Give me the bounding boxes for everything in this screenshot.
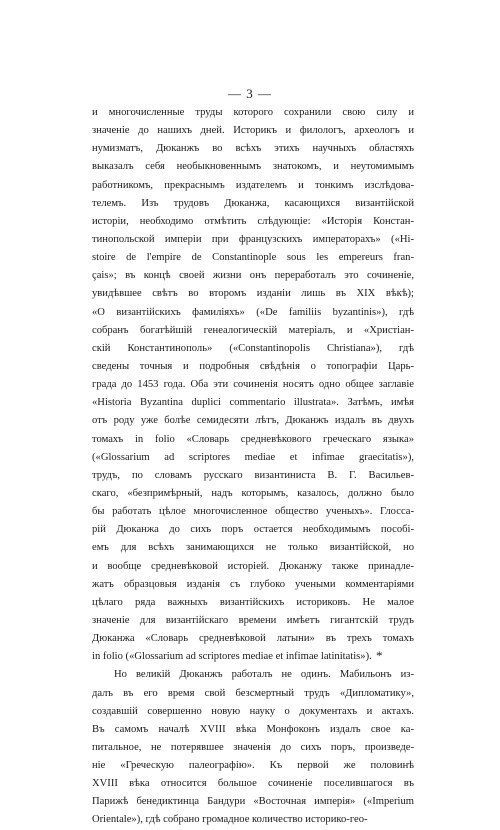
- text-line: тинопольской имперіи при французскихъ императорахъ» («Hi-: [92, 233, 414, 245]
- text-line: Но великій Дюканжъ работалъ не одинъ. Мабильонъ из-: [114, 669, 414, 681]
- text-line: исторіи, необходимо отмѣтить слѣдующіе: «Исторія Констан-: [92, 215, 414, 227]
- text-line: Парижѣ бенедиктинца Бандури «Восточная имперія» («Imperium: [92, 796, 414, 808]
- text-line: томахъ in folio «Словарь средневѣкового греческаго языка»: [92, 433, 414, 445]
- text-line: рій Дюканжа до сихъ поръ остается необходимымъ пособі-: [92, 524, 414, 536]
- text-line: Дюканжа «Словарь средневѣковой латыни» въ трехъ томахъ: [92, 633, 414, 645]
- text-line: çais»; въ концѣ своей жизни онъ переработалъ это сочиненіе,: [92, 270, 414, 282]
- text-line: бы работать цѣлое многочисленное общество ученыхъ». Глосса-: [92, 506, 414, 518]
- page-number: — 3 —: [228, 86, 272, 101]
- text-line: сведены точныя и подробныя свѣдѣнія о топографіи Царь-: [92, 360, 414, 372]
- text-line: XVIII вѣка относится большое сочиненіе поселившагося въ: [92, 778, 414, 790]
- text-line: («Glossarium ad scriptores mediae et infimae graecitatis»),: [92, 451, 414, 463]
- body-text: [92, 104, 414, 830]
- text-line: и вообще средневѣковой исторіей. Дюканжу также принадле-: [92, 560, 414, 572]
- text-line: «Historia Byzantina duplici commentario illustrata». Затѣмъ, имѣя: [92, 397, 414, 409]
- text-line: собранъ богатѣйшій генеалогическій матеріалъ, и «Христіан-: [92, 324, 414, 336]
- text-line: телемъ. Изъ трудовъ Дюканжа, касающихся византійской: [92, 197, 414, 209]
- text-line: питальное, не потерявшее значенія до сихъ поръ, произведе-: [92, 741, 414, 753]
- text-line: увидѣвшее свѣтъ во второмъ изданіи лишь въ XIX вѣкѣ);: [92, 288, 414, 300]
- text-line: выказалъ себя необыкновеннымъ знатокомъ, и неутомимымъ: [92, 161, 414, 173]
- text-line: емъ для всѣхъ занимающихся не только византійской, но: [92, 542, 414, 554]
- text-line: нумизматъ, Дюканжъ во всѣхъ этихъ научныхъ областяхъ: [92, 143, 414, 155]
- text-line: цѣлаго ряда важныхъ византійскихъ историковъ. Не малое: [92, 596, 414, 608]
- text-line: трудъ, по словамъ русскаго византиниста В. Г. Васильев-: [92, 469, 414, 481]
- text-line: создавшій совершенно новую науку о документахъ и актахъ.: [92, 705, 414, 717]
- text-line: скаго, «безпримѣрный, надъ которымъ, казалось, должно было: [92, 487, 414, 499]
- text-line: Въ самомъ началѣ XVIII вѣка Монфоконъ издалъ свое ка-: [92, 723, 414, 735]
- text-line: жатъ образцовыя изданія съ глубоко учеными комментаріями: [92, 578, 414, 590]
- text-line: in folio («Glossarium ad scriptores mediae et infimae latinitatis»).: [92, 651, 372, 663]
- text-line: значеніе до нашихъ дней. Историкъ и филологъ, археологъ и: [92, 125, 414, 137]
- text-line: значеніе для византійскаго времени имѣетъ гигантскій трудъ: [92, 614, 414, 626]
- text-line: stoire de l'empire de Constantinople sous les empereurs fran-: [92, 252, 414, 264]
- text-line: града до 1453 года. Оба эти сочиненія носятъ одно общее заглавіе: [92, 379, 414, 391]
- text-line: Orientale»), гдѣ собрано громадное количество историко-гео-: [92, 814, 368, 826]
- text-line: работникомъ, прекраснымъ издателемъ и тонкимъ изслѣдова-: [92, 179, 414, 191]
- text-line: скій Константинополь» («Constantinopolis Christiana»), гдѣ: [92, 342, 414, 354]
- text-line: далъ въ его время свой безсмертный трудъ «Дипломатику»,: [92, 687, 414, 699]
- text-line: «О византійскихъ фамиліяхъ» («De familiis byzantinis»), гдѣ: [92, 306, 414, 318]
- text-line: отъ роду уже болѣе семидесяти лѣтъ, Дюканжъ издалъ въ двухъ: [92, 415, 414, 427]
- text-line: и многочисленные труды которого сохранили свою силу и: [92, 107, 414, 118]
- text-line: ніе «Греческую палеографію». Къ первой же половинѣ: [92, 760, 414, 772]
- footnote-mark: *: [376, 648, 383, 663]
